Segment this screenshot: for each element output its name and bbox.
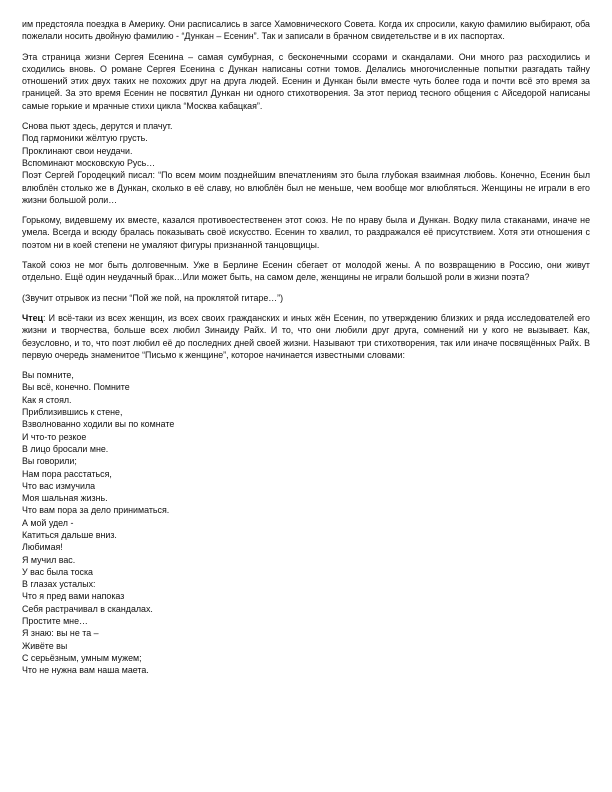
verse-line: Проклинают свои неудачи. (22, 145, 133, 156)
poem-line: В лицо бросали мне. (22, 443, 109, 454)
verse-line: Вспоминают московскую Русь… (22, 157, 156, 168)
poem-line: Я мучил вас. (22, 554, 76, 565)
poem-letter-to-woman (22, 369, 590, 676)
paragraph-short-union: Такой союз не мог быть долговечным. Уже в Берлине Есенин сбегает от молодой жены. А по возвращению в Россию, они живут отдельно. Ещё один неудачный брак…Или может быть, на самом деле, женщины не играли большой роли в жизни поэта? (22, 260, 590, 283)
poem-line: В глазах усталых: (22, 579, 96, 590)
paragraph-marriage: им предстояла поездка в Америку. Они расписались в загсе Хамовнического Совета. Когда их спросили, какую фамилию выбирают, оба пожелали носить двойную фамилию - “Дункан – Есенин”. Так и записали в брачном свидетельстве и в их паспортах. (22, 19, 590, 42)
paragraph-gorky: Горькому, видевшему их вместе, казался противоестественен этот союз. Не по нраву была и Дункан. Водку пила стаканами, иначе не умела. Всегда и всюду бралась показывать своё искусство. Есенин то хвалил, то раздражался её присутствием. Хотя эти отношения с поэтом ни в коей степени не умаляют фигуры признанной танцовщицы. (22, 215, 590, 250)
verse-line: Под гармоники жёлтую грусть. (22, 133, 148, 144)
poem-line: Нам пора расстаться, (22, 468, 112, 479)
poem-line: Вы говорили; (22, 456, 77, 467)
poem-line: Приблизившись к стене, (22, 407, 123, 418)
paragraph-reader (22, 312, 590, 361)
poem-line: Взволнованно ходили вы по комнате (22, 419, 175, 430)
poem-line: Что вам пора за дело приниматься. (22, 505, 170, 516)
poem-line: Вы помните, (22, 370, 74, 381)
verse-line: Снова пьют здесь, дерутся и плачут. (22, 121, 173, 132)
poem-line: Что я пред вами напоказ (22, 591, 125, 602)
poem-line: Себя растрачивал в скандалах. (22, 603, 153, 614)
poem-line: С серьёзным, умным мужем; (22, 652, 142, 663)
poem-line: Любимая! (22, 542, 63, 553)
poem-line: Моя шальная жизнь. (22, 493, 108, 504)
poem-line: Что не нужна вам наша маета. (22, 665, 149, 676)
reader-label: Чтец (22, 312, 43, 323)
poem-line: Я знаю: вы не та – (22, 628, 99, 639)
reader-text: : И всё-таки из всех женщин, из всех своих гражданских и иных жён Есенин, по утверждению близких и ряда исследователей его жизни и творчества, больше всех любил Зинаиду Райх. И то, что они любили друг друга, сомнений ни у кого не вызывает. Как, безусловно, и то, что поэт любил её до последних дней своей жизни. Называют три стихотворения, так или иначе посвящённых Райх. В первую очередь знаменитое “Письмо к женщине”, которое начинается известными словами: (22, 312, 590, 360)
verse-moskva-kabatskaya (22, 120, 590, 169)
paragraph-relationship: Эта страница жизни Сергея Есенина – самая сумбурная, с бесконечными ссорами и скандалами. Они много раз расходились и сходились вновь. О романе Сергея Есенина с Дункан написаны сотни томов. Делались многочисленные попытки разгадать тайну отношений этих двух таких не похожих друг на друга людей. Есенин и Дункан были вместе чуть более года и почти всё это время за границей. За это время Есенин не посвятил Дункан ни одного стихотворения. За этот период тесного общения с Айседорой написаны самые горькие и мрачные стихи цикла “Москва кабацкая”. (22, 51, 590, 111)
poem-line: И что-то резкое (22, 431, 87, 442)
paragraph-song-note: (Звучит отрывок из песни “Пой же пой, на проклятой гитаре…”) (22, 292, 284, 303)
poem-line: А мой удел - (22, 517, 74, 528)
poem-line: У вас была тоска (22, 566, 93, 577)
poem-line: Вы всё, конечно. Помните (22, 382, 130, 393)
poem-line: Как я стоял. (22, 394, 72, 405)
poem-line: Живёте вы (22, 640, 68, 651)
paragraph-gorodetsky-quote: Поэт Сергей Городецкий писал: “По всем моим позднейшим впечатлениям это была глубокая взаимная любовь. Конечно, Есенин был влюблён столько же в Дункан, сколько в её славу, но влюблён был не меньше, чем вообще мог влюбляться. Женщины не играли в его жизни большой роли… (22, 170, 590, 205)
poem-line: Что вас измучила (22, 480, 96, 491)
poem-line: Простите мне… (22, 616, 88, 627)
poem-line: Катиться дальше вниз. (22, 529, 117, 540)
